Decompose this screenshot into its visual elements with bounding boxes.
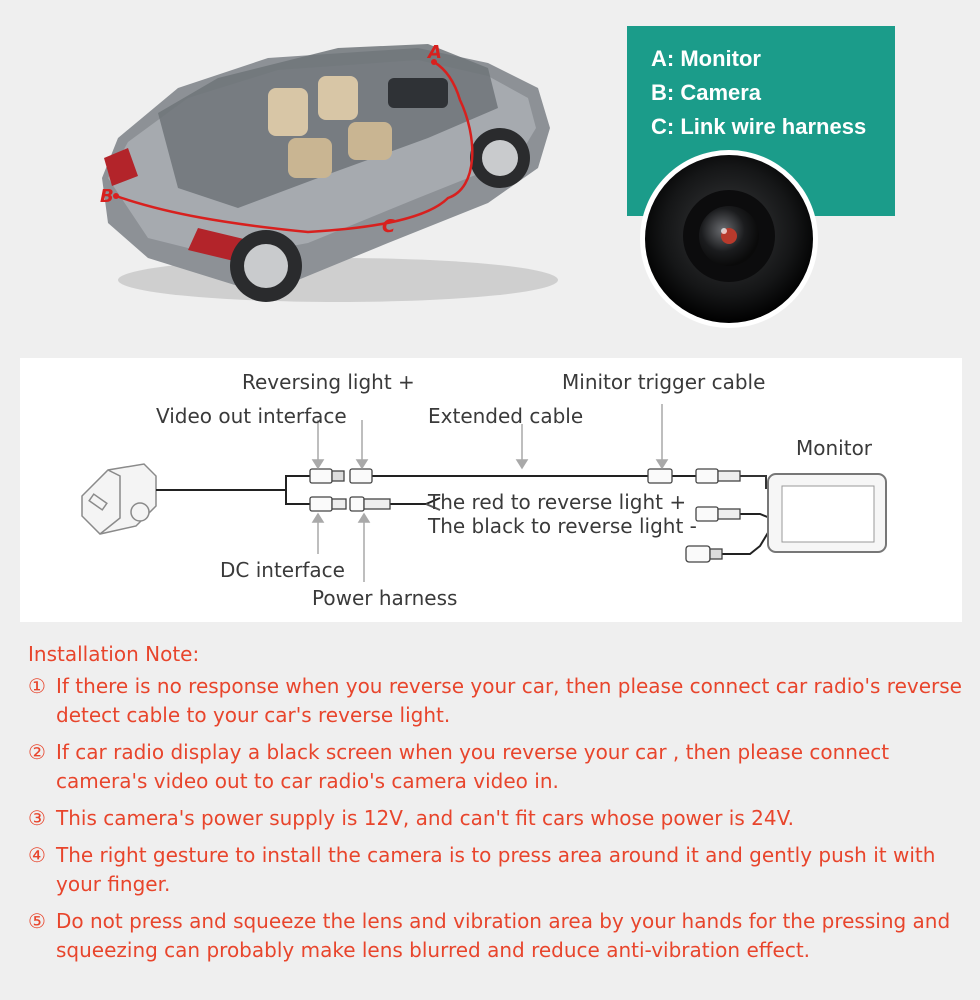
red-wire-label: The red to reverse light + <box>428 490 687 514</box>
note-text: If there is no response when you reverse your car, then please connect car radio's reverse detect cable to your car's reverse light. <box>56 674 962 727</box>
camera-lens-image <box>638 148 820 330</box>
note-item <box>28 738 968 796</box>
car-illustration <box>88 18 568 308</box>
note-text: If car radio display a black screen when you reverse your car , then please connect camera's video out to car radio's camera video in. <box>56 740 890 793</box>
note-number: ③ <box>28 806 46 830</box>
monitor-device-icon <box>768 474 886 552</box>
note-item <box>28 804 968 833</box>
dc-interface-label: DC interface <box>220 558 345 582</box>
legend-item-monitor: A: Monitor <box>651 46 761 71</box>
monitor-trigger-label: Minitor trigger cable <box>562 370 766 394</box>
black-wire-label: The black to reverse light - <box>428 514 697 538</box>
reversing-light-label: Reversing light + <box>242 370 415 394</box>
car-marker-c: C <box>382 216 396 237</box>
camera-device-icon <box>82 464 156 534</box>
note-number: ① <box>28 674 46 698</box>
video-out-label: Video out interface <box>156 404 347 428</box>
note-item <box>28 841 968 899</box>
car-marker-a: A <box>428 42 442 63</box>
note-number: ⑤ <box>28 909 46 933</box>
note-title: Installation Note: <box>28 642 200 666</box>
note-text: The right gesture to install the camera is to press area around it and gently push it with your finger. <box>56 843 936 896</box>
note-number: ② <box>28 740 46 764</box>
extended-cable-label: Extended cable <box>428 404 584 428</box>
wiring-diagram <box>20 358 962 622</box>
power-harness-label: Power harness <box>312 586 458 610</box>
note-item <box>28 907 968 965</box>
note-item <box>28 672 968 730</box>
installation-note <box>28 642 968 973</box>
monitor-label: Monitor <box>796 436 873 460</box>
car-marker-b: B <box>100 186 114 207</box>
note-number: ④ <box>28 843 46 867</box>
legend-item-camera: B: Camera <box>651 80 762 105</box>
note-text: Do not press and squeeze the lens and vibration area by your hands for the pressing and squeezing can probably make lens blurred and reduce anti-vibration effect. <box>56 909 951 962</box>
legend-item-harness: C: Link wire harness <box>651 114 867 139</box>
note-text: This camera's power supply is 12V, and can't fit cars whose power is 24V. <box>56 806 795 830</box>
